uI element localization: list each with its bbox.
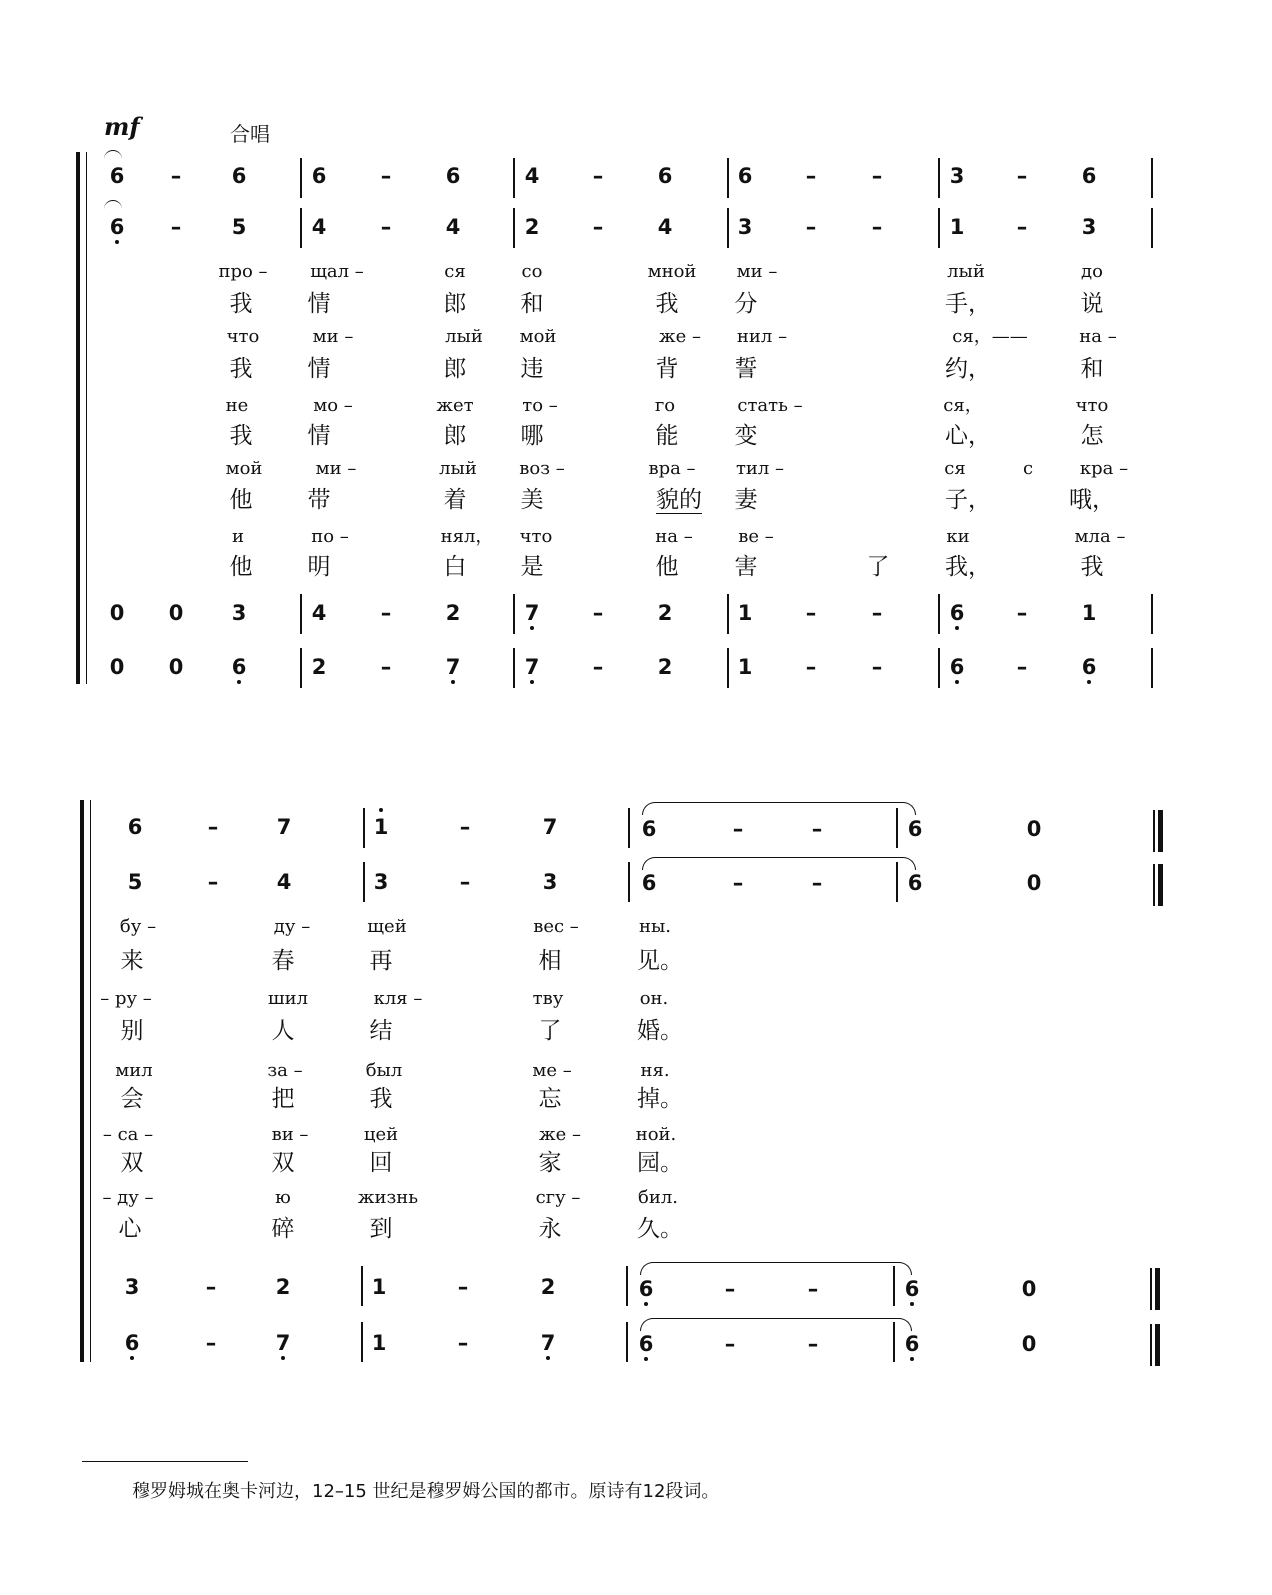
lyric-zh: 约， — [945, 356, 991, 382]
note: 4 — [276, 870, 292, 894]
note: 1 — [949, 215, 965, 239]
lyric-ru: что — [519, 526, 553, 547]
lyric-ru: щал – — [310, 261, 364, 282]
note: 4 — [445, 215, 461, 239]
note-dash: – — [871, 215, 883, 239]
lyric-ru: стать – — [737, 395, 803, 416]
note: 3 — [124, 1275, 140, 1299]
footnote: 穆罗姆城在奥卡河边，12–15 世纪是穆罗姆公国的都市。原诗有12段词。 — [132, 1481, 720, 1502]
lyric-zh: 郎 — [443, 423, 467, 449]
note-dash: – — [170, 164, 182, 188]
lyric-zh: 家 — [538, 1150, 562, 1176]
note-dash: – — [811, 871, 823, 895]
lyric-ru: ю — [275, 1187, 291, 1208]
lyric-zh: 分 — [734, 291, 758, 317]
low-octave-dot — [910, 1302, 914, 1306]
low-octave-dot — [115, 240, 119, 244]
note-dash: – — [205, 1331, 217, 1355]
note: 6 — [641, 817, 657, 841]
low-octave-dot — [955, 626, 959, 630]
note-dash: – — [592, 655, 604, 679]
note-dash: – — [871, 164, 883, 188]
note: 1 — [737, 655, 753, 679]
lyric-ru: – ду – — [102, 1187, 154, 1208]
lyric-zh: 婚。 — [637, 1018, 683, 1044]
lyric-ru: нил – — [736, 326, 788, 347]
lyric-ru: не — [225, 395, 249, 416]
note: 4 — [311, 215, 327, 239]
lyric-zh: 怎 — [1080, 423, 1104, 449]
lyric-ru: – са – — [102, 1124, 154, 1145]
note: 0 — [1021, 1332, 1037, 1356]
lyric-ru: мой — [225, 458, 263, 479]
note-dash: – — [380, 601, 392, 625]
lyric-zh: 再 — [369, 948, 393, 974]
lyric-zh: 郎 — [443, 291, 467, 317]
note: 7 — [524, 601, 540, 625]
lyric-zh: 园。 — [637, 1150, 683, 1176]
note: 6 — [657, 164, 673, 188]
lyric-ru: ми – — [736, 261, 778, 282]
lyric-zh: 结 — [369, 1018, 393, 1044]
lyric-zh: 碎 — [271, 1216, 295, 1242]
lyric-ru: ве – — [738, 526, 774, 547]
note: 6 — [904, 1332, 920, 1356]
lyric-ru: бил. — [638, 1187, 678, 1208]
lyric-ru: кля – — [373, 988, 423, 1009]
lyric-ru: что — [1075, 395, 1109, 416]
lyric-zh: 白 — [443, 554, 467, 580]
low-octave-dot — [530, 680, 534, 684]
note: 6 — [949, 601, 965, 625]
lyric-zh-underlined: 貌的 — [656, 487, 702, 513]
lyric-ru: на – — [655, 526, 693, 547]
lyric-zh: 明 — [307, 554, 331, 580]
lyric-zh: 我 — [369, 1086, 393, 1112]
note-dash: – — [871, 655, 883, 679]
lyric-zh: 变 — [734, 423, 758, 449]
lyric-zh: 带 — [307, 487, 331, 513]
lyric-ru: ся — [944, 458, 966, 479]
lyric-ru: ся， — [943, 395, 983, 416]
note: 0 — [1026, 871, 1042, 895]
lyric-ru: жизнь — [357, 1187, 419, 1208]
note-dash: – — [457, 1275, 469, 1299]
lyric-zh: 我 — [229, 356, 253, 382]
lyric-zh: 双 — [120, 1150, 144, 1176]
lyric-ru: и — [232, 526, 244, 547]
tie-arc — [642, 802, 916, 815]
lyric-zh: 说 — [1080, 291, 1104, 317]
lyric-zh: 情 — [307, 291, 331, 317]
lyric-zh: 回 — [369, 1150, 393, 1176]
note: 6 — [231, 164, 247, 188]
lyric-ru: лый — [947, 261, 985, 282]
note: 2 — [445, 601, 461, 625]
lyric-ru: ми – — [312, 326, 354, 347]
lyric-ru: тил – — [735, 458, 785, 479]
lyric-zh: 手， — [945, 291, 991, 317]
note: 2 — [657, 601, 673, 625]
lyric-ru: до — [1081, 261, 1103, 282]
note-dash: – — [170, 215, 182, 239]
note: 0 — [168, 655, 184, 679]
lyric-zh: 他 — [655, 554, 679, 580]
lyric-zh: 哪 — [520, 423, 544, 449]
system-bracket — [80, 800, 84, 1362]
low-octave-dot — [644, 1357, 648, 1361]
lyric-zh: 能 — [655, 423, 679, 449]
note: 6 — [109, 215, 125, 239]
lyric-ru: ме – — [532, 1060, 572, 1081]
section-label: 合唱 — [230, 122, 270, 146]
lyric-zh: 见。 — [637, 948, 683, 974]
note-dash: – — [807, 1277, 819, 1301]
lyric-ru: что — [226, 326, 260, 347]
note: 3 — [949, 164, 965, 188]
lyric-zh: 久。 — [637, 1216, 683, 1242]
footnote-rule — [82, 1461, 248, 1462]
note-dash: – — [1016, 215, 1028, 239]
note-dash: – — [380, 215, 392, 239]
note: 4 — [311, 601, 327, 625]
low-octave-dot — [130, 1356, 134, 1360]
lyric-zh: 别 — [120, 1018, 144, 1044]
lyric-zh: 掉。 — [637, 1086, 683, 1112]
lyric-ru: лый — [445, 326, 483, 347]
lyric-ru: ду – — [273, 916, 311, 937]
note: 7 — [542, 815, 558, 839]
tie-arc — [640, 1318, 912, 1331]
system-bracket — [76, 152, 80, 684]
low-octave-dot — [910, 1357, 914, 1361]
lyric-zh: 是 — [520, 554, 544, 580]
note-dash: – — [207, 870, 219, 894]
note: 2 — [311, 655, 327, 679]
lyric-zh: 情 — [307, 356, 331, 382]
lyric-ru: ной. — [635, 1124, 677, 1145]
note: 7 — [275, 1331, 291, 1355]
lyric-zh: 和 — [520, 291, 544, 317]
note-dash: – — [805, 655, 817, 679]
note-dash: – — [592, 164, 604, 188]
lyric-ru: нял， — [440, 526, 494, 547]
lyric-ru: жет — [436, 395, 474, 416]
note: 6 — [124, 1331, 140, 1355]
note-dash: – — [724, 1277, 736, 1301]
tie-arc — [642, 857, 916, 870]
low-octave-dot — [530, 626, 534, 630]
note: 3 — [231, 601, 247, 625]
lyric-zh: 背 — [655, 356, 679, 382]
note: 0 — [109, 655, 125, 679]
lyric-ru: кра – — [1079, 458, 1129, 479]
note: 0 — [1021, 1277, 1037, 1301]
low-octave-dot — [281, 1356, 285, 1360]
note-dash: – — [1016, 655, 1028, 679]
lyric-ru: лый — [439, 458, 477, 479]
lyric-ru: вра – — [648, 458, 696, 479]
lyric-zh: 相 — [538, 948, 562, 974]
lyric-ru: шил — [267, 988, 309, 1009]
note: 2 — [275, 1275, 291, 1299]
note-dash: – — [805, 164, 817, 188]
lyric-zh: 会 — [120, 1086, 144, 1112]
note: 1 — [1081, 601, 1097, 625]
note: 4 — [657, 215, 673, 239]
low-octave-dot — [955, 680, 959, 684]
lyric-ru: ся — [444, 261, 466, 282]
lyric-zh: 我 — [655, 291, 679, 317]
lyric-ru: ны. — [638, 916, 672, 937]
note: 6 — [737, 164, 753, 188]
note: 5 — [231, 215, 247, 239]
dynamic-marking: mf — [104, 112, 140, 141]
note: 5 — [127, 870, 143, 894]
lyric-zh: 他 — [229, 487, 253, 513]
lyric-zh: 我 — [229, 291, 253, 317]
lyric-zh: 双 — [271, 1150, 295, 1176]
lyric-ru: то – — [522, 395, 558, 416]
note-dash: – — [805, 215, 817, 239]
tie-arc — [640, 1262, 912, 1275]
note: 6 — [109, 164, 125, 188]
low-octave-dot — [546, 1356, 550, 1360]
note-dash: – — [1016, 164, 1028, 188]
note-dash: – — [724, 1332, 736, 1356]
note: 6 — [311, 164, 327, 188]
lyric-ru: ки — [946, 526, 970, 547]
lyric-ru: на – — [1079, 326, 1117, 347]
note: 3 — [542, 870, 558, 894]
note-dash: – — [459, 870, 471, 894]
note: 4 — [524, 164, 540, 188]
note: 7 — [524, 655, 540, 679]
lyric-ru: мил — [115, 1060, 153, 1081]
note: 1 — [373, 815, 389, 839]
note: 0 — [1026, 817, 1042, 841]
note-dash: – — [592, 215, 604, 239]
lyric-zh: 妻 — [734, 487, 758, 513]
system-bracket-thin — [90, 800, 91, 1362]
note: 1 — [737, 601, 753, 625]
lyric-zh: 我 — [229, 423, 253, 449]
note-dash: – — [732, 871, 744, 895]
note: 1 — [371, 1275, 387, 1299]
lyric-zh: 子， — [945, 487, 991, 513]
note: 3 — [373, 870, 389, 894]
low-octave-dot — [237, 680, 241, 684]
lyric-zh: 春 — [271, 948, 295, 974]
note-dash: – — [811, 817, 823, 841]
lyric-zh: 把 — [271, 1086, 295, 1112]
low-octave-dot — [451, 680, 455, 684]
lyric-zh: 我， — [945, 554, 991, 580]
note: 0 — [109, 601, 125, 625]
lyric-zh: 了 — [538, 1018, 562, 1044]
note-dash: – — [807, 1332, 819, 1356]
note-dash: – — [459, 815, 471, 839]
note-dash: – — [805, 601, 817, 625]
lyric-zh: 郎 — [443, 356, 467, 382]
lyric-ru: вес – — [533, 916, 579, 937]
low-octave-dot — [644, 1302, 648, 1306]
lyric-zh: 心， — [945, 423, 991, 449]
note: 7 — [276, 815, 292, 839]
note: 6 — [638, 1332, 654, 1356]
lyric-zh: 情 — [307, 423, 331, 449]
lyric-zh: 忘 — [538, 1086, 562, 1112]
tie-start-arc — [104, 150, 122, 163]
lyric-ru: бу – — [119, 916, 157, 937]
note: 6 — [904, 1277, 920, 1301]
lyric-zh: 到 — [369, 1216, 393, 1242]
system-bracket-thin — [86, 152, 87, 684]
lyric-ru: цей — [363, 1124, 399, 1145]
note-dash: – — [592, 601, 604, 625]
lyric-zh: 了 — [866, 554, 890, 580]
lyric-zh: 人 — [271, 1018, 295, 1044]
note: 3 — [737, 215, 753, 239]
lyric-zh: 我 — [1080, 554, 1104, 580]
note: 7 — [540, 1331, 556, 1355]
note: 6 — [907, 817, 923, 841]
lyric-zh: 美 — [520, 487, 544, 513]
note: 6 — [127, 815, 143, 839]
tie-start-arc — [104, 200, 122, 213]
lyric-zh: 着 — [443, 487, 467, 513]
lyric-ru: ви – — [271, 1124, 309, 1145]
lyric-zh: 他 — [229, 554, 253, 580]
lyric-ru: же – — [539, 1124, 581, 1145]
lyric-ru: со — [521, 261, 543, 282]
note-dash: – — [205, 1275, 217, 1299]
note: 6 — [1081, 655, 1097, 679]
note: 1 — [371, 1331, 387, 1355]
note: 2 — [524, 215, 540, 239]
note-dash: – — [732, 817, 744, 841]
note: 6 — [445, 164, 461, 188]
lyric-ru: мла – — [1074, 526, 1126, 547]
lyric-zh: 哦， — [1069, 487, 1115, 513]
note-dash: – — [1016, 601, 1028, 625]
lyric-ru: сгу – — [535, 1187, 581, 1208]
lyric-ru: же – — [659, 326, 701, 347]
note: 6 — [641, 871, 657, 895]
note-dash: – — [457, 1331, 469, 1355]
note-dash: – — [871, 601, 883, 625]
note: 2 — [657, 655, 673, 679]
low-octave-dot — [1087, 680, 1091, 684]
lyric-ru: он. — [639, 988, 669, 1009]
lyric-zh: 害 — [734, 554, 758, 580]
lyric-ru: воз – — [519, 458, 565, 479]
lyric-ru: мной — [647, 261, 697, 282]
note: 6 — [1081, 164, 1097, 188]
lyric-ru: ня. — [640, 1060, 670, 1081]
lyric-ru: по – — [311, 526, 349, 547]
lyric-ru: щей — [367, 916, 407, 937]
note: 6 — [949, 655, 965, 679]
lyric-ru: го — [654, 395, 676, 416]
lyric-ru: был — [365, 1060, 403, 1081]
note: 0 — [168, 601, 184, 625]
lyric-ru: ми – — [315, 458, 357, 479]
note-dash: – — [380, 655, 392, 679]
lyric-zh: 和 — [1080, 356, 1104, 382]
note-dash: – — [207, 815, 219, 839]
lyric-ru: мой — [519, 326, 557, 347]
note: 6 — [638, 1277, 654, 1301]
high-octave-dot — [379, 808, 383, 812]
note: 6 — [907, 871, 923, 895]
lyric-ru: тву — [532, 988, 564, 1009]
lyric-zh: 永 — [538, 1216, 562, 1242]
lyric-zh: 誓 — [734, 356, 758, 382]
note: 3 — [1081, 215, 1097, 239]
note-dash: – — [380, 164, 392, 188]
lyric-ru: мо – — [313, 395, 353, 416]
note: 2 — [540, 1275, 556, 1299]
lyric-zh: 心 — [118, 1216, 142, 1242]
note: 6 — [231, 655, 247, 679]
lyric-ru: – ру – — [100, 988, 152, 1009]
lyric-ru: с — [1022, 458, 1034, 479]
lyric-zh: 来 — [120, 948, 144, 974]
lyric-zh: 违 — [520, 356, 544, 382]
lyric-ru: про – — [218, 261, 268, 282]
note: 7 — [445, 655, 461, 679]
lyric-ru: ся，—— — [952, 326, 1028, 347]
lyric-ru: за – — [267, 1060, 303, 1081]
